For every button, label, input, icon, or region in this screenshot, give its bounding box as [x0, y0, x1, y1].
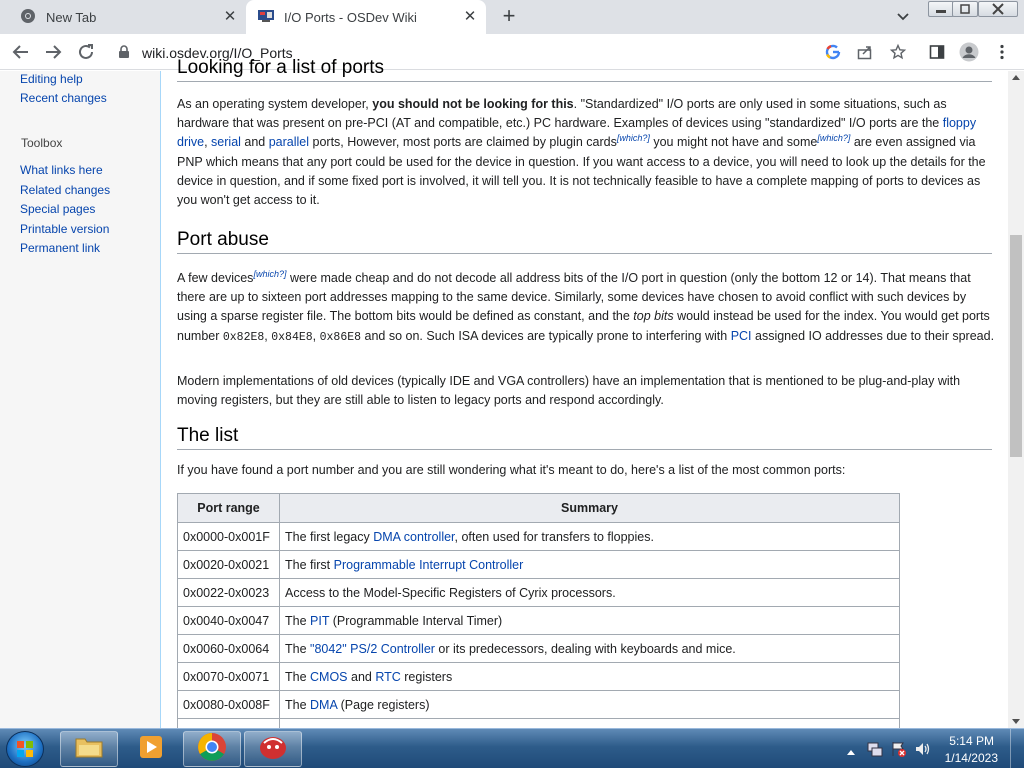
restore-window-button[interactable]: [952, 1, 978, 17]
folder-icon: [74, 734, 104, 765]
which-citation-link[interactable]: [which?]: [817, 133, 851, 144]
osdev-favicon-icon: [258, 9, 274, 26]
dma-link[interactable]: DMA: [310, 697, 338, 712]
dma-controller-link[interactable]: DMA controller: [373, 529, 455, 544]
action-center-flag-icon[interactable]: [890, 740, 908, 763]
close-tab-icon[interactable]: ✕: [223, 8, 237, 25]
summary-cell: The PIT (Programmable Interval Timer): [280, 607, 900, 635]
summary-cell: The first Programmable Interrupt Controller: [280, 551, 900, 579]
column-header-port-range: Port range: [178, 494, 280, 523]
scroll-down-arrow-icon[interactable]: [1012, 719, 1020, 724]
close-tab-icon[interactable]: ✕: [463, 8, 477, 25]
tab-search-chevron-icon[interactable]: [896, 9, 914, 25]
table-header-row: [178, 494, 900, 523]
pic-link[interactable]: Programmable Interrupt Controller: [333, 557, 524, 572]
sidebar-link-related-changes[interactable]: Related changes: [20, 183, 111, 197]
which-citation-link[interactable]: [which?]: [253, 268, 287, 279]
taskbar-file-explorer[interactable]: [60, 731, 118, 767]
minimize-window-button[interactable]: [928, 1, 954, 17]
cmos-link[interactable]: CMOS: [310, 669, 348, 684]
system-tray: [840, 729, 1024, 769]
modern-implementations-paragraph: Modern implementations of old devices (typically IDE and VGA controllers) have an implementation that is mentioned to be plug-and-play with moving registers, but they are still able to listen to legacy ports and respond accordingly.: [177, 374, 961, 408]
tab-io-ports[interactable]: [246, 0, 486, 34]
table-row: [178, 551, 900, 579]
chrome-icon: [20, 8, 36, 27]
summary-cell: The "8042" PS/2 Controller or its predecessors, dealing with keyboards and mice.: [280, 635, 900, 663]
network-icon[interactable]: [866, 740, 884, 763]
taskbar-chrome[interactable]: [183, 731, 241, 767]
port-range-cell: 0x0000-0x001F: [178, 523, 280, 551]
scrollbar-thumb[interactable]: [1010, 235, 1022, 457]
menu-kebab-icon[interactable]: [991, 41, 1013, 63]
scroll-up-arrow-icon[interactable]: [1012, 75, 1020, 80]
column-header-summary: Summary: [280, 494, 900, 523]
ps2-controller-link[interactable]: "8042" PS/2 Controller: [310, 641, 435, 656]
parallel-link[interactable]: parallel: [268, 135, 310, 150]
table-row: [178, 607, 900, 635]
io-ports-table: [177, 493, 900, 747]
port-range-cell: 0x0022-0x0023: [178, 579, 280, 607]
show-hidden-icons-icon[interactable]: [846, 743, 856, 761]
sidebar-link-special-pages[interactable]: Special pages: [20, 202, 96, 216]
intro-paragraph: As an operating system developer, you should not be looking for this. "Standardized" I/O ports are only used in some situations, such as hardware that was present on pre-PCI (AT and compatible, etc.) PC hardware. Examples of devices using "standardized" I/O ports are the floppy drive, serial and parallel ports, However, most ports are claimed by plugin cards[which?] you might not have and some[which?] are even assigned via PNP which means that any port could be used for the device in question. If you want access to a device, you will need to look up the details for the device in question, and if some fixed port is involved, it will tell you. It is not technically feasible to have a complete mapping of ports to devices as you won't get access to it.: [177, 97, 986, 208]
floppy-drive-link[interactable]: floppy drive: [177, 116, 977, 150]
table-row: [178, 663, 900, 691]
show-desktop-button[interactable]: [1010, 729, 1024, 769]
sidebar-link-recent-changes[interactable]: Recent changes: [20, 91, 107, 105]
port-range-cell: 0x0080-0x008F: [178, 691, 280, 719]
taskbar-bochs[interactable]: [244, 731, 302, 767]
clock-date[interactable]: 1/14/2023: [944, 751, 998, 765]
table-row: [178, 579, 900, 607]
sidebar: [0, 71, 160, 728]
bochs-icon: [258, 733, 288, 766]
which-citation-link[interactable]: [which?]: [616, 133, 650, 144]
page-scrollbar[interactable]: [1008, 71, 1024, 728]
url-text: wiki.osdev.org/I/O_Ports: [142, 45, 293, 61]
section-heading-port-abuse: Port abuse: [177, 229, 992, 254]
toolbox-heading: Toolbox: [21, 136, 63, 150]
reload-icon[interactable]: [75, 41, 97, 63]
start-button[interactable]: [6, 731, 44, 767]
summary-cell: Access to the Model-Specific Registers of Cyrix processors.: [280, 579, 900, 607]
clock-time[interactable]: 5:14 PM: [949, 734, 994, 748]
new-tab-button[interactable]: +: [502, 3, 516, 28]
port-range-cell: 0x0020-0x0021: [178, 551, 280, 579]
table-row: [178, 691, 900, 719]
close-window-button[interactable]: [978, 1, 1018, 17]
article-content: [160, 57, 1008, 728]
back-arrow-icon[interactable]: [10, 41, 32, 63]
windows-taskbar: [0, 728, 1024, 768]
tab-title: I/O Ports - OSDev Wiki: [284, 9, 417, 25]
pci-link[interactable]: PCI: [730, 328, 752, 343]
tab-new-tab[interactable]: [8, 0, 246, 34]
port-abuse-paragraph: A few devices[which?] were made cheap and do not decode all address bits of the I/O port in question (only the bottom 12 or 14). That means that there are up to sixteen port addresses mapping to the same device. Similarly, some devices have chosen to avoid conflict with such devices by using a sparse register file. The bottom bits would be defined as constant, and the top bits would instead be used for the index. You would get ports number 0x82E8, 0x84E8, 0x86E8 and so on. Such ISA devices are typically prone to interfering with PCI assigned IO addresses due to their spread.: [177, 268, 995, 344]
taskbar-media-player[interactable]: [122, 731, 180, 767]
port-range-cell: 0x0070-0x0071: [178, 663, 280, 691]
sidebar-link-what-links-here[interactable]: What links here: [20, 163, 103, 177]
sidebar-link-printable-version[interactable]: Printable version: [20, 222, 110, 236]
port-range-cell: 0x0060-0x0064: [178, 635, 280, 663]
section-heading-the-list: The list: [177, 425, 992, 450]
lock-icon[interactable]: [118, 45, 130, 64]
forward-arrow-icon[interactable]: [42, 41, 64, 63]
summary-cell: The CMOS and RTC registers: [280, 663, 900, 691]
summary-cell: The DMA (Page registers): [280, 691, 900, 719]
list-intro-paragraph: If you have found a port number and you are still wondering what it's meant to do, here's a list of the most common ports:: [177, 463, 846, 477]
port-range-cell: 0x0040-0x0047: [178, 607, 280, 635]
serial-link[interactable]: serial: [211, 135, 241, 150]
tab-strip: [0, 0, 1024, 34]
chrome-icon: [197, 732, 227, 767]
media-player-icon: [137, 733, 165, 766]
pit-link[interactable]: PIT: [310, 613, 330, 628]
table-row: [178, 635, 900, 663]
sidebar-link-editing-help[interactable]: Editing help: [20, 72, 83, 86]
sidebar-link-permanent-link[interactable]: Permanent link: [20, 241, 101, 255]
web-page: [0, 57, 1008, 728]
section-heading-looking-for-list: Looking for a list of ports: [177, 57, 992, 82]
summary-cell: The first legacy DMA controller, often used for transfers to floppies.: [280, 523, 900, 551]
volume-icon[interactable]: [914, 740, 932, 763]
table-row: [178, 523, 900, 551]
tab-title: New Tab: [46, 9, 97, 25]
rtc-link[interactable]: RTC: [375, 669, 401, 684]
